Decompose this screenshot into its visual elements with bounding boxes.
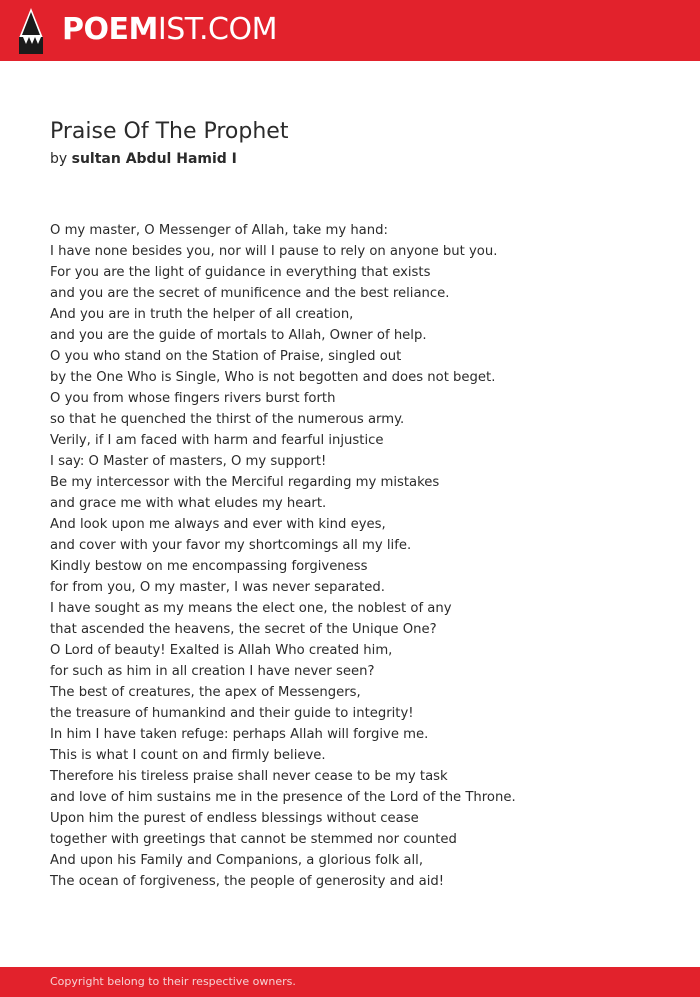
poem-line: O you from whose fingers rivers burst forth [50, 391, 336, 406]
poem-line: Verily, if I am faced with harm and fearful injustice [50, 433, 384, 448]
poem-line: The best of creatures, the apex of Messengers, [50, 685, 361, 700]
poem-line: and love of him sustains me in the presence of the Lord of the Throne. [50, 790, 516, 805]
site-header [0, 0, 700, 61]
poem-line: for from you, O my master, I was never separated. [50, 580, 385, 595]
poem-line: Be my intercessor with the Merciful regarding my mistakes [50, 475, 440, 490]
site-logo[interactable] [62, 11, 277, 49]
logo-light-text: IST.COM [157, 12, 277, 47]
poem-line: for such as him in all creation I have never seen? [50, 664, 375, 679]
poem-line: by the One Who is Single, Who is not begotten and does not beget. [50, 370, 496, 385]
poem-line: Kindly bestow on me encompassing forgiveness [50, 559, 368, 574]
poem-line: and you are the guide of mortals to Allah, Owner of help. [50, 328, 427, 343]
poem-line: And upon his Family and Companions, a glorious folk all, [50, 853, 424, 868]
poem-line: I have none besides you, nor will I pause to rely on anyone but you. [50, 244, 498, 259]
poem-line: O Lord of beauty! Exalted is Allah Who created him, [50, 643, 393, 658]
poem-line: Therefore his tireless praise shall never cease to be my task [50, 769, 448, 784]
poem-body [50, 220, 516, 892]
poem-line: and grace me with what eludes my heart. [50, 496, 327, 511]
poem-line: so that he quenched the thirst of the numerous army. [50, 412, 405, 427]
poem-byline [50, 150, 237, 168]
poem-line: I say: O Master of masters, O my support! [50, 454, 327, 469]
poem-line: And look upon me always and ever with kind eyes, [50, 517, 386, 532]
poem-line: And you are in truth the helper of all creation, [50, 307, 354, 322]
poem-line: and you are the secret of munificence and the best reliance. [50, 286, 450, 301]
poem-line: the treasure of humankind and their guide to integrity! [50, 706, 414, 721]
pencil-logo-icon[interactable] [17, 8, 45, 54]
poem-line: that ascended the heavens, the secret of the Unique One? [50, 622, 437, 637]
poem-line: In him I have taken refuge: perhaps Allah will forgive me. [50, 727, 429, 742]
poem-line: and cover with your favor my shortcomings all my life. [50, 538, 412, 553]
poem-line: O my master, O Messenger of Allah, take my hand: [50, 223, 388, 238]
poem-author: sultan Abdul Hamid I [71, 151, 237, 167]
poem-line: Upon him the purest of endless blessings without cease [50, 811, 419, 826]
copyright-text: Copyright belong to their respective owners. [50, 975, 296, 988]
poem-line: together with greetings that cannot be stemmed nor counted [50, 832, 457, 847]
site-footer [0, 967, 700, 997]
poem-line: O you who stand on the Station of Praise, singled out [50, 349, 402, 364]
by-label: by [50, 151, 68, 167]
poem-line: The ocean of forgiveness, the people of generosity and aid! [50, 874, 445, 889]
logo-bold-text: POEM [62, 12, 158, 47]
poem-line: I have sought as my means the elect one, the noblest of any [50, 601, 452, 616]
poem-title: Praise Of The Prophet [50, 119, 289, 144]
poem-line: For you are the light of guidance in everything that exists [50, 265, 431, 280]
poem-line: This is what I count on and firmly believe. [50, 748, 326, 763]
